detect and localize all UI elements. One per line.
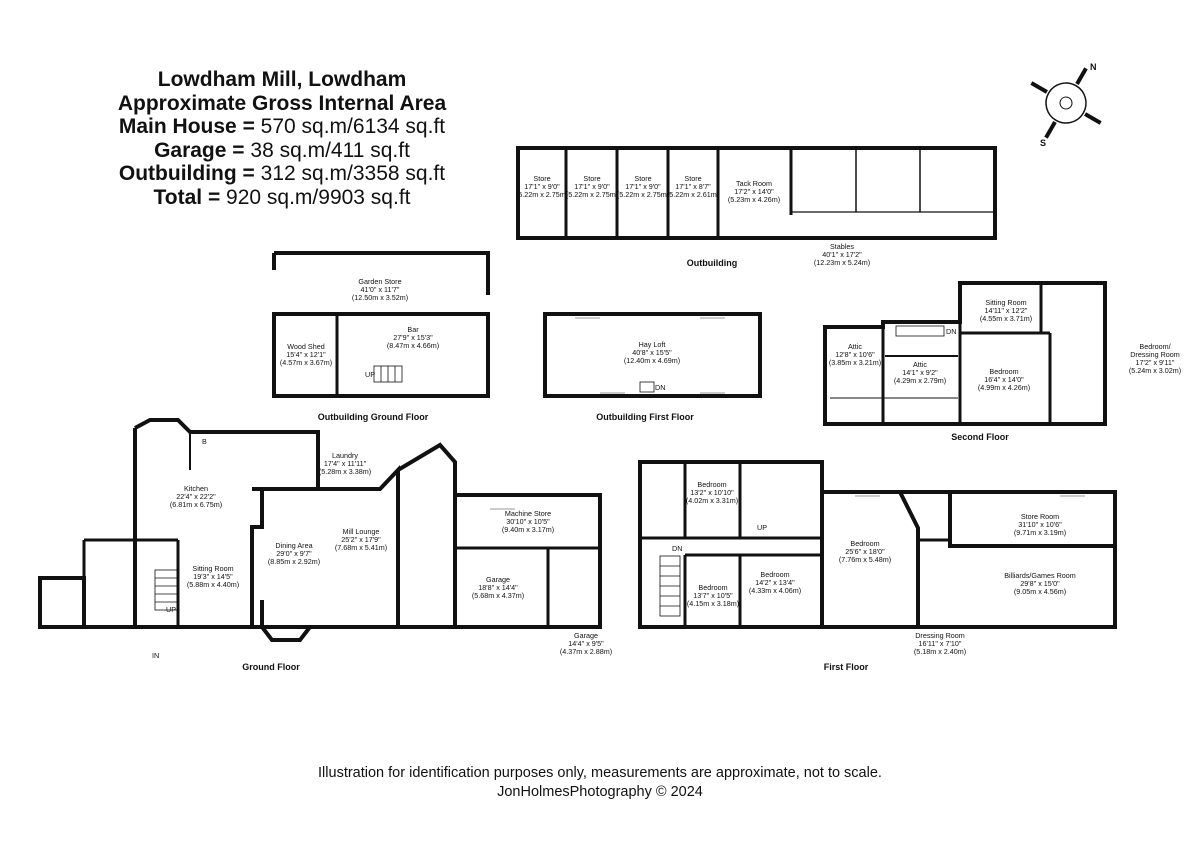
room-dining: [268, 541, 320, 566]
svg-text:(5.88m x 4.40m): (5.88m x 4.40m): [186, 580, 240, 589]
room-billiards: [1004, 571, 1076, 596]
room-garden-store: [352, 277, 408, 302]
label-first-floor: First Floor: [823, 662, 869, 672]
svg-text:Store: Store: [533, 174, 551, 183]
room-garage-2: [560, 631, 612, 656]
marker-up-first: UP: [757, 523, 767, 532]
svg-text:Dressing Room: Dressing Room: [1130, 350, 1180, 359]
room-store-2: [566, 174, 618, 199]
room-dressing-first: [914, 631, 966, 656]
label-outbuilding-ground: Outbuilding Ground Floor: [317, 412, 429, 422]
svg-text:17'1" x 8'7": 17'1" x 8'7": [675, 182, 711, 191]
room-bar: [387, 325, 439, 350]
marker-in: IN: [152, 651, 160, 660]
svg-text:14'11" x 12'2": 14'11" x 12'2": [984, 306, 1028, 315]
svg-text:29'0" x 9'7": 29'0" x 9'7": [276, 549, 312, 558]
label-second-floor: Second Floor: [951, 432, 1009, 442]
room-sitting-second: [980, 298, 1032, 323]
svg-text:29'8" x 15'0": 29'8" x 15'0": [1020, 579, 1060, 588]
svg-text:(9.05m x 4.56m): (9.05m x 4.56m): [1013, 587, 1067, 596]
svg-text:(8.85m x 2.92m): (8.85m x 2.92m): [267, 557, 321, 566]
room-garage-1: [472, 575, 524, 600]
area-garage: Garage = 38 sq.m/411 sq.ft: [154, 138, 410, 162]
svg-text:(5.22m x 2.75m): (5.22m x 2.75m): [515, 190, 569, 199]
svg-text:(5.68m x 4.37m): (5.68m x 4.37m): [471, 591, 525, 600]
svg-text:Billiards/Games Room: Billiards/Games Room: [1004, 571, 1076, 580]
svg-text:Garage: Garage: [486, 575, 510, 584]
marker-dn-first: DN: [672, 544, 683, 553]
svg-text:19'3" x 14'5": 19'3" x 14'5": [193, 572, 233, 581]
window-marks: [490, 318, 1085, 509]
svg-text:(4.33m x 4.06m): (4.33m x 4.06m): [748, 586, 802, 595]
compass-icon: [1011, 48, 1120, 157]
label-outbuilding: Outbuilding: [686, 258, 738, 268]
svg-text:13'2" x 10'10": 13'2" x 10'10": [690, 488, 734, 497]
svg-text:(7.68m x 5.41m): (7.68m x 5.41m): [334, 543, 388, 552]
marker-b: B: [202, 437, 207, 446]
label-ground-floor: Ground Floor: [242, 662, 300, 672]
svg-text:(5.18m x 2.40m): (5.18m x 2.40m): [913, 647, 967, 656]
svg-text:(4.55m x 3.71m): (4.55m x 3.71m): [979, 314, 1033, 323]
svg-text:16'11" x 7'10": 16'11" x 7'10": [918, 639, 962, 648]
svg-text:13'7" x 10'5": 13'7" x 10'5": [693, 591, 733, 600]
svg-text:14'4" x 9'5": 14'4" x 9'5": [568, 639, 604, 648]
svg-text:Bar: Bar: [407, 325, 419, 334]
svg-text:Dining Area: Dining Area: [275, 541, 313, 550]
svg-text:Attic: Attic: [913, 360, 927, 369]
svg-text:17'2" x 9'11": 17'2" x 9'11": [1135, 358, 1175, 367]
area-outbuilding: Outbuilding = 312 sq.m/3358 sq.ft: [118, 162, 446, 186]
compass-south: S: [1040, 138, 1047, 148]
footer-disclaimer: Illustration for identification purposes only, measurements are approximate, not to scale.: [318, 765, 882, 781]
room-hay-loft: [624, 340, 680, 365]
room-sitting-ground: [187, 564, 239, 589]
svg-text:Bedroom: Bedroom: [697, 480, 727, 489]
svg-text:25'6" x 18'0": 25'6" x 18'0": [845, 547, 885, 556]
room-dressing-second: [1129, 342, 1181, 375]
svg-text:Kitchen: Kitchen: [184, 484, 208, 493]
svg-text:Bedroom/: Bedroom/: [1139, 342, 1171, 351]
svg-text:Bedroom: Bedroom: [760, 570, 790, 579]
svg-text:22'4" x 22'2": 22'4" x 22'2": [176, 492, 216, 501]
room-machine-store: [502, 509, 554, 534]
room-store-1: [516, 174, 568, 199]
marker-up-bar: UP: [365, 370, 375, 379]
room-store-3: [617, 174, 669, 199]
marker-dn-hayloft: DN: [655, 383, 666, 392]
svg-text:27'9" x 15'3": 27'9" x 15'3": [393, 333, 433, 342]
svg-text:Laundry: Laundry: [332, 451, 358, 460]
svg-text:Stables: Stables: [830, 242, 854, 251]
svg-text:16'4" x 14'0": 16'4" x 14'0": [984, 375, 1024, 384]
svg-text:(5.24m x 3.02m): (5.24m x 3.02m): [1128, 366, 1182, 375]
svg-text:Dressing Room: Dressing Room: [915, 631, 965, 640]
room-kitchen: [170, 484, 222, 509]
room-attic-1: [829, 342, 881, 367]
room-store-4: [667, 174, 719, 199]
svg-text:Store: Store: [684, 174, 702, 183]
svg-text:Store: Store: [634, 174, 652, 183]
room-stables: [814, 242, 870, 267]
svg-text:(4.57m x 3.67m): (4.57m x 3.67m): [279, 358, 333, 367]
svg-text:30'10" x 10'5": 30'10" x 10'5": [506, 517, 550, 526]
svg-text:Mill Lounge: Mill Lounge: [342, 527, 380, 536]
svg-text:12'8" x 10'6": 12'8" x 10'6": [835, 350, 875, 359]
svg-text:25'2" x 17'9": 25'2" x 17'9": [341, 535, 381, 544]
area-total: Total = 920 sq.m/9903 sq.ft: [153, 185, 411, 209]
plan-subtitle: Approximate Gross Internal Area: [117, 91, 447, 115]
room-mill-lounge: [335, 527, 387, 552]
svg-text:(4.15m x 3.18m): (4.15m x 3.18m): [686, 599, 740, 608]
svg-text:(5.28m x 3.38m): (5.28m x 3.38m): [318, 467, 372, 476]
plan-title: Lowdham Mill, Lowdham: [157, 68, 407, 91]
svg-text:Store: Store: [583, 174, 601, 183]
room-attic-2: [894, 360, 946, 385]
svg-text:(4.99m x 4.26m): (4.99m x 4.26m): [977, 383, 1031, 392]
svg-text:(5.22m x 2.75m): (5.22m x 2.75m): [565, 190, 619, 199]
svg-text:17'1" x 9'0": 17'1" x 9'0": [625, 182, 661, 191]
area-main-house: Main House = 570 sq.m/6134 sq.ft: [118, 115, 446, 139]
svg-text:Bedroom: Bedroom: [850, 539, 880, 548]
compass-north: N: [1090, 62, 1097, 72]
room-tack: [728, 179, 780, 204]
svg-text:(5.22m x 2.61m): (5.22m x 2.61m): [666, 190, 720, 199]
svg-text:(4.29m x 2.79m): (4.29m x 2.79m): [893, 376, 947, 385]
svg-text:(4.02m x 3.31m): (4.02m x 3.31m): [685, 496, 739, 505]
svg-text:Bedroom: Bedroom: [698, 583, 728, 592]
svg-text:17'1" x 9'0": 17'1" x 9'0": [524, 182, 560, 191]
svg-text:(7.76m x 5.48m): (7.76m x 5.48m): [838, 555, 892, 564]
room-bedroom-second: [978, 367, 1030, 392]
marker-up-ground: UP: [166, 605, 176, 614]
svg-text:Wood Shed: Wood Shed: [287, 342, 325, 351]
svg-text:Tack Room: Tack Room: [736, 179, 772, 188]
room-bedroom-first-3: [749, 570, 801, 595]
svg-text:(3.85m x 3.21m): (3.85m x 3.21m): [828, 358, 882, 367]
svg-text:Bedroom: Bedroom: [989, 367, 1019, 376]
svg-text:(8.47m x 4.66m): (8.47m x 4.66m): [386, 341, 440, 350]
svg-text:Garden Store: Garden Store: [358, 277, 402, 286]
svg-text:Sitting Room: Sitting Room: [985, 298, 1027, 307]
marker-dn-second: DN: [946, 327, 957, 336]
svg-text:(5.23m x 4.26m): (5.23m x 4.26m): [727, 195, 781, 204]
svg-text:Attic: Attic: [848, 342, 862, 351]
room-laundry: [319, 451, 371, 476]
svg-text:(12.40m x 4.69m): (12.40m x 4.69m): [623, 356, 681, 365]
svg-text:31'10" x 10'6": 31'10" x 10'6": [1018, 520, 1062, 529]
room-bedroom-first-2: [687, 583, 739, 608]
svg-text:17'2" x 14'0": 17'2" x 14'0": [734, 187, 774, 196]
svg-text:17'4" x 11'11": 17'4" x 11'11": [323, 459, 367, 468]
svg-text:(9.71m x 3.19m): (9.71m x 3.19m): [1013, 528, 1067, 537]
svg-text:17'1" x 9'0": 17'1" x 9'0": [574, 182, 610, 191]
svg-text:14'1" x 9'2": 14'1" x 9'2": [902, 368, 938, 377]
room-wood-shed: [280, 342, 332, 367]
svg-text:(9.40m x 3.17m): (9.40m x 3.17m): [501, 525, 555, 534]
svg-text:40'8" x 15'5": 40'8" x 15'5": [632, 348, 672, 357]
svg-text:(4.37m x 2.88m): (4.37m x 2.88m): [559, 647, 613, 656]
room-store-room: [1014, 512, 1066, 537]
svg-text:(12.50m x 3.52m): (12.50m x 3.52m): [351, 293, 409, 302]
footer-credit: JonHolmesPhotography © 2024: [497, 784, 703, 800]
room-bedroom-first-1: [686, 480, 738, 505]
svg-text:(6.81m x 6.75m): (6.81m x 6.75m): [169, 500, 223, 509]
svg-text:15'4" x 12'1": 15'4" x 12'1": [286, 350, 326, 359]
svg-text:18'8" x 14'4": 18'8" x 14'4": [478, 583, 518, 592]
svg-text:40'1" x 17'2": 40'1" x 17'2": [822, 250, 862, 259]
svg-text:14'2" x 13'4": 14'2" x 13'4": [755, 578, 795, 587]
svg-text:Sitting Room: Sitting Room: [192, 564, 234, 573]
label-outbuilding-first: Outbuilding First Floor: [596, 412, 694, 422]
svg-text:Machine Store: Machine Store: [504, 509, 552, 518]
svg-text:Hay Loft: Hay Loft: [638, 340, 666, 349]
svg-text:41'0" x 11'7": 41'0" x 11'7": [360, 285, 400, 294]
svg-text:Garage: Garage: [574, 631, 598, 640]
svg-text:(12.23m x 5.24m): (12.23m x 5.24m): [813, 258, 871, 267]
svg-text:Store Room: Store Room: [1020, 512, 1060, 521]
svg-text:(5.22m x 2.75m): (5.22m x 2.75m): [616, 190, 670, 199]
room-bedroom-first-4: [839, 539, 891, 564]
